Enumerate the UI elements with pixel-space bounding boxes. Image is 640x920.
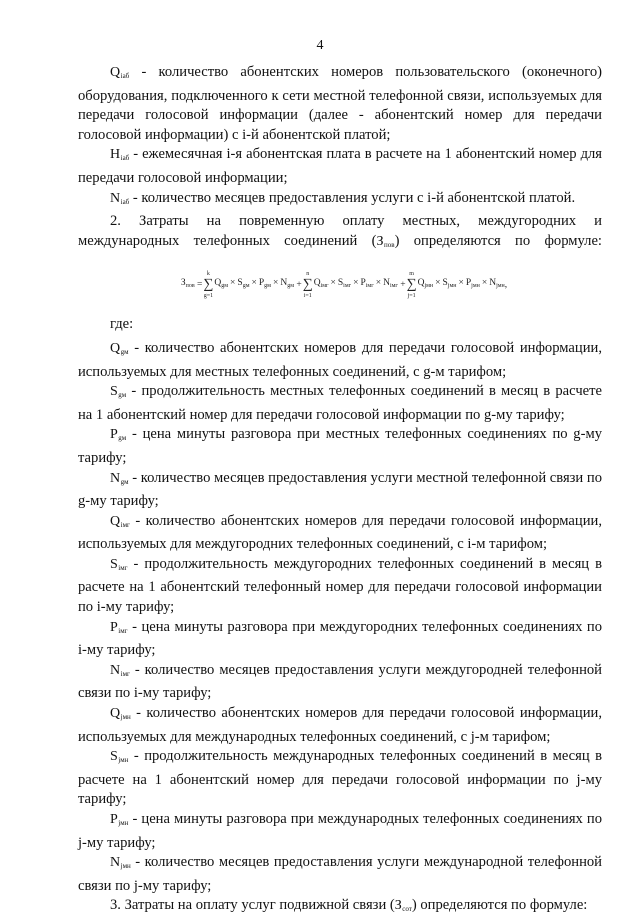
formula-term-local [214, 274, 294, 297]
formula-sum-1: k ∑ g=1 [203, 271, 214, 300]
definition-text: - количество абонентских номеров для передачи голосовой информации, используемых для местных телефонных соединений, с g-м тарифом; [78, 339, 602, 380]
formula-times: × [435, 278, 441, 289]
definition-text: - продолжительность местных телефонных соединений в месяц в расчете на 1 абонентский номер для передачи голосовой информации по g-му тарифу; [78, 383, 602, 423]
formula-times: × [272, 278, 279, 289]
formula-factor: $N_{gм}$ [280, 278, 294, 290]
definition-text: - количество месяцев предоставления услуги междугородней телефонной связи по i-му тарифу; [78, 661, 602, 702]
definitions-top [78, 63, 602, 212]
variable-symbol: $N_{iмг}$ [110, 662, 130, 678]
bottom-definition-item [78, 810, 602, 853]
formula-sum-2: n ∑ i=1 [302, 271, 313, 300]
formula-factor: $N_{jмн}$ [489, 278, 505, 290]
bottom-definition-item [78, 555, 602, 618]
variable-symbol: $Q_{gм}$ [110, 340, 129, 356]
variable-symbol: $N_{jмн}$ [110, 855, 131, 871]
bottom-definition-item [78, 469, 602, 512]
variable-symbol: $S_{gм}$ [110, 384, 127, 400]
formula-factor: $S_{gм}$ [237, 278, 250, 290]
where-label: где: [110, 316, 134, 333]
bottom-definition-item [78, 747, 602, 810]
definition-text: - количество месяцев предоставления услуги местной телефонной связи по g-му тарифу; [78, 469, 602, 510]
formula-end: , [504, 279, 508, 290]
document-body [78, 63, 602, 920]
formula-times: × [481, 278, 488, 289]
definition-text: - продолжительность международных телефонных соединений в месяц в расчете на 1 абонентский номер для передачи голосовой информации по j-му тарифу; [78, 748, 602, 808]
definition-text: - количество месяцев предоставления услуги с i-й абонентской платой. [129, 189, 576, 206]
formula-plus-2: + [400, 279, 406, 290]
top-definition-item [78, 63, 602, 145]
formula-term-international [417, 274, 508, 297]
variable-symbol: $N_{iаб}$ [110, 190, 130, 206]
formula-telephone-costs [78, 255, 602, 315]
section-2-heading: 2. Затраты на повременную оплату местных, междугородних и международных телефонных соединений $(З_{пов})$ определяются по формуле: [78, 213, 602, 249]
section-3-heading: 3. Затраты на оплату услуг подвижной связи $(З_{сот})$ определяются по формуле: [110, 897, 588, 914]
bottom-definition-item [78, 425, 602, 468]
top-definition-item [78, 145, 602, 188]
variable-symbol: $P_{gм}$ [110, 427, 127, 443]
formula-times: × [375, 278, 382, 289]
top-definition-item [78, 189, 602, 213]
variable-symbol: $P_{jмн}$ [110, 812, 129, 827]
formula-sum-3: m ∑ j=1 [406, 271, 417, 300]
formula-times: × [230, 278, 236, 289]
variable-symbol: $H_{iаб}$ [110, 147, 130, 163]
bottom-definition-item [78, 618, 602, 661]
definition-text: - ежемесячная i-я абонентская плата в расчете на 1 абонентский номер для передачи голосовой информации; [78, 146, 602, 186]
definition-text: - цена минуты разговора при местных телефонных соединениях по g-му тарифу; [78, 426, 602, 466]
page-number: 4 [316, 38, 324, 53]
bottom-definition-item [78, 339, 602, 382]
variable-symbol: $Q_{iмг}$ [110, 513, 130, 529]
variable-symbol: $Q_{jмн}$ [110, 706, 131, 722]
definition-text: - количество абонентских номеров для передачи голосовой информации, используемых для международных телефонных соединений, с j-м тарифом; [78, 705, 602, 745]
formula-factor: $P_{iмг}$ [360, 278, 374, 290]
definition-text: - количество абонентских номеров пользовательского (оконечного) оборудования, подключенного к сети местной телефонной связи, используемых для передачи голосовой информации (далее - абонентский номер для передачи голосовой информации) с i-й абонентской платой; [78, 64, 602, 143]
formula-times: × [251, 278, 257, 289]
formula-factor: $S_{jмн}$ [442, 278, 457, 290]
variable-symbol: $N_{gм}$ [110, 470, 129, 486]
bottom-definition-item [78, 382, 602, 425]
variable-symbol: $Q_{iаб}$ [110, 65, 130, 80]
bottom-definition-item [78, 704, 602, 747]
definition-text: - цена минуты разговора при междугородних телефонных соединениях по i-му тарифу; [78, 618, 602, 659]
formula-lhs: $З_{пов}$ [180, 278, 195, 290]
formula-factor: $Q_{gм}$ [214, 278, 229, 290]
bottom-definition-item [78, 661, 602, 704]
formula-equals: = [197, 279, 203, 290]
definition-text: - цена минуты разговора при международных телефонных соединениях по j-му тарифу; [78, 811, 602, 851]
formula-factor: $P_{gм}$ [258, 278, 271, 290]
formula-term-longdistance [314, 274, 398, 297]
formula-factor: $S_{iмг}$ [337, 278, 352, 290]
formula-times: × [458, 278, 464, 289]
bottom-definition-item [78, 512, 602, 555]
formula-times: × [330, 278, 336, 289]
variable-symbol: $P_{iмг}$ [110, 619, 128, 635]
definition-text: - количество абонентских номеров для передачи голосовой информации, используемых для междугородних телефонных соединений, с i-м тарифом; [78, 512, 602, 553]
definition-text: - количество месяцев предоставления услуги международной телефонной связи по j-му тарифу; [78, 854, 602, 894]
formula-factor: $Q_{iмг}$ [313, 278, 329, 290]
variable-symbol: $S_{iмг}$ [110, 556, 128, 572]
formula-factor: $P_{jмн}$ [465, 278, 480, 290]
definitions-bottom [78, 339, 602, 896]
formula-times: × [353, 278, 359, 289]
formula-factor: $N_{iмг}$ [383, 278, 398, 290]
definition-text: - продолжительность междугородних телефонных соединений в месяц в расчете на 1 абонентский телефонный номер для передачи голосовой информации по i-му тарифу; [78, 555, 602, 616]
bottom-definition-item [78, 853, 602, 896]
formula-plus-1: + [296, 279, 302, 290]
formula-factor: $Q_{jмн}$ [417, 278, 434, 290]
variable-symbol: $S_{jмн}$ [110, 749, 129, 765]
